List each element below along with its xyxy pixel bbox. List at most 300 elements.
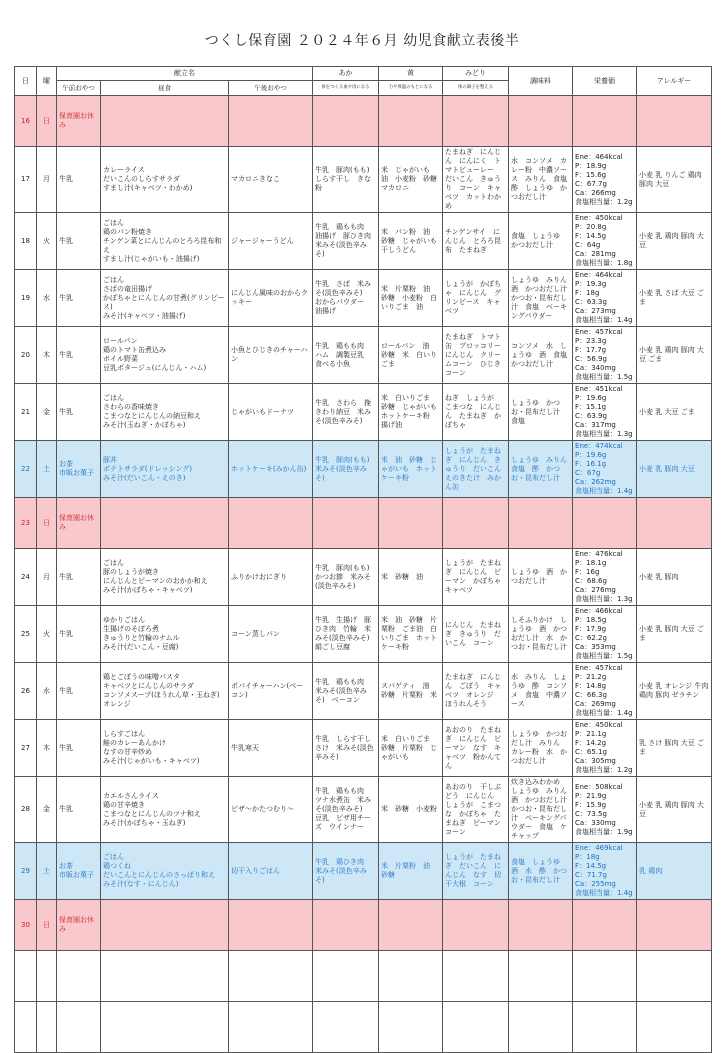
red-group-cell-text: 牛乳 鶏ひき肉 米みそ(淡色辛みそ) xyxy=(315,857,372,884)
yellow-group-cell-text: 米 油 砂糖 じゃがいも ホットケーキ粉 xyxy=(381,455,438,482)
red-group-cell-text: 牛乳 鶏もも肉 米みそ(淡色辛みそ) ベーコン xyxy=(315,677,372,704)
red-group-cell xyxy=(313,384,379,441)
yellow-group-cell xyxy=(379,843,443,900)
header-yellow-sub: 力や体温のもとになる xyxy=(379,81,443,96)
nutrition-cell-text: Ca：281mg xyxy=(575,250,616,258)
day-cell-text: 24 xyxy=(21,572,30,581)
nutrition-cell-text: F：14.8g xyxy=(575,682,607,690)
nutrition-cell xyxy=(573,441,637,498)
allergy-cell xyxy=(637,663,712,720)
empty-cell xyxy=(637,1002,712,1053)
day-cell xyxy=(15,720,37,777)
day-cell xyxy=(15,843,37,900)
dow-cell xyxy=(37,777,57,843)
red-group-cell-text: 牛乳 豚肉(もも) しらす干し きな粉 xyxy=(315,166,377,192)
lunch-cell-text: みそ汁(なす・にんじん) xyxy=(103,880,179,888)
empty-cell xyxy=(101,1002,229,1053)
lunch-cell-text: ごはん xyxy=(103,853,124,861)
nutrition-cell xyxy=(573,498,637,549)
day-cell-text: 20 xyxy=(21,350,30,359)
nutrition-cell xyxy=(573,96,637,147)
red-group-cell-text: 牛乳 しらす干し さけ 米みそ(淡色辛みそ) xyxy=(315,734,379,761)
lunch-cell-text: キャベツとにんじんのサラダ xyxy=(103,682,194,690)
nutrition-cell-text: Ca：330mg xyxy=(575,818,616,827)
nutrition-cell-text: P：19.6g xyxy=(575,451,607,459)
afternoon-snack-cell xyxy=(229,327,313,384)
lunch-cell-text: ゆかりごはん xyxy=(103,616,145,624)
morning-snack-cell xyxy=(57,327,101,384)
green-group-cell xyxy=(443,606,509,663)
lunch-cell-text: ポテトサラダ(ドレッシング) xyxy=(103,464,193,473)
nutrition-cell-text: Ca：353mg xyxy=(575,643,616,651)
lunch-cell-text: しらすごはん xyxy=(103,730,145,738)
nutrition-cell-text: P：18g xyxy=(575,853,600,861)
lunch-cell-text: ボイル野菜 xyxy=(103,355,138,363)
dow-cell-text: 金 xyxy=(43,407,50,416)
lunch-cell-text: さわらの香味焼き xyxy=(103,403,159,411)
nutrition-cell-text: F：15.9g xyxy=(575,800,607,809)
afternoon-snack-cell-text: 小魚とひじきのチャーハン xyxy=(231,346,308,363)
allergy-cell xyxy=(637,777,712,843)
lunch-cell-text: みそ汁(じゃがいも・キャベツ) xyxy=(103,757,200,765)
green-group-cell-text: しょうが たまねぎ だいこん にんじん なす 切干大根 コーン xyxy=(445,853,502,888)
nutrition-cell-text: F：17.7g xyxy=(575,346,607,354)
green-group-cell xyxy=(443,843,509,900)
lunch-cell-text: 豆乳ポタージュ(にんじん・ハム) xyxy=(103,364,207,372)
lunch-cell xyxy=(101,384,229,441)
green-group-cell xyxy=(443,663,509,720)
table-row xyxy=(15,270,712,327)
header-dow: 曜 xyxy=(37,67,57,96)
morning-snack-cell xyxy=(57,720,101,777)
lunch-cell-text: ごはん xyxy=(103,394,124,402)
dow-cell-text: 金 xyxy=(43,805,50,813)
morning-snack-cell xyxy=(57,498,101,549)
red-group-cell xyxy=(313,147,379,213)
day-cell-text: 21 xyxy=(21,407,30,416)
lunch-cell-text: ごはん xyxy=(103,275,124,284)
lunch-cell xyxy=(101,663,229,720)
day-cell xyxy=(15,498,37,549)
yellow-group-cell-text: 米 パン粉 油 砂糖 じゃがいも 干しうどん xyxy=(381,227,445,254)
dow-cell xyxy=(37,843,57,900)
header-red-sub: 体をつくる血や肉になる xyxy=(313,81,379,96)
nutrition-cell-text: C：67g xyxy=(575,469,601,477)
lunch-cell-text: カエルさんライス xyxy=(103,791,159,800)
allergy-cell xyxy=(637,606,712,663)
nutrition-cell-text: 食塩相当量：1.4g xyxy=(575,709,633,717)
morning-snack-cell-text: 牛乳 xyxy=(59,686,73,695)
day-cell xyxy=(15,900,37,951)
afternoon-snack-cell-text: ホットケーキ(みかん缶) xyxy=(231,464,307,473)
dow-cell-text: 火 xyxy=(43,629,50,638)
dow-cell xyxy=(37,663,57,720)
morning-snack-cell-text: 牛乳 xyxy=(59,572,73,581)
red-group-cell-text: 牛乳 豚肉(もも) 米みそ(淡色辛みそ) xyxy=(315,455,377,482)
afternoon-snack-cell xyxy=(229,384,313,441)
green-group-cell xyxy=(443,549,509,606)
red-group-cell-text: 牛乳 さわら 挽きわり納豆 米みそ(淡色辛みそ) xyxy=(315,398,372,425)
green-group-cell-text: たまねぎ トマト缶 ブロッコリー にんじん クリームコーン ひじき コーン xyxy=(445,332,508,377)
day-cell xyxy=(15,270,37,327)
seasoning-cell xyxy=(509,720,573,777)
red-group-cell-text: 牛乳 鶏もも肉 ハム 調製豆乳 食べる小魚 xyxy=(315,341,372,368)
red-group-cell xyxy=(313,549,379,606)
allergy-cell xyxy=(637,720,712,777)
allergy-cell xyxy=(637,441,712,498)
morning-snack-cell-text: 保育園お休み xyxy=(59,916,94,933)
allergy-cell xyxy=(637,843,712,900)
header-seasoning: 調味料 xyxy=(509,67,573,96)
yellow-group-cell xyxy=(379,720,443,777)
header-morning: 午前おやつ xyxy=(57,81,101,96)
nutrition-cell-text: Ene：450kcal xyxy=(575,214,623,222)
allergy-cell xyxy=(637,147,712,213)
dow-cell-text: 日 xyxy=(43,920,50,929)
empty-cell xyxy=(229,1002,313,1053)
morning-snack-cell xyxy=(57,213,101,270)
yellow-group-cell xyxy=(379,96,443,147)
red-group-cell xyxy=(313,441,379,498)
header-green: みどり xyxy=(443,67,509,81)
day-cell-text: 19 xyxy=(21,293,30,302)
allergy-cell-text: 小麦 乳 豚肉 大豆 ごま xyxy=(639,625,704,642)
header-menu: 献立名 xyxy=(57,67,313,81)
seasoning-cell-text: しそふりかけ しょうゆ 酒 かつおだし汁 水 かつお・昆布だし汁 xyxy=(511,616,568,651)
lunch-cell xyxy=(101,843,229,900)
yellow-group-cell-text: 米 じゃがいも 油 小麦粉 砂糖 マカロニ xyxy=(381,166,445,192)
dow-cell xyxy=(37,441,57,498)
seasoning-cell xyxy=(509,147,573,213)
lunch-cell xyxy=(101,270,229,327)
nutrition-cell-text: Ene：476kcal xyxy=(575,550,623,558)
empty-row xyxy=(15,1002,712,1053)
header-allergy: アレルギー xyxy=(637,67,712,96)
dow-cell-text: 火 xyxy=(43,236,50,245)
nutrition-cell-text: Ca：255mg xyxy=(575,880,616,888)
lunch-cell-text: オレンジ xyxy=(103,700,131,708)
dow-cell-text: 水 xyxy=(43,293,50,302)
afternoon-snack-cell-text: ピザ～かたつむり～ xyxy=(231,805,294,813)
lunch-cell-text: 鮭のカレーあんかけ xyxy=(103,739,166,747)
green-group-cell xyxy=(443,441,509,498)
dow-cell xyxy=(37,327,57,384)
seasoning-cell xyxy=(509,606,573,663)
dow-cell-text: 水 xyxy=(43,686,50,695)
red-group-cell xyxy=(313,777,379,843)
dow-cell xyxy=(37,96,57,147)
nutrition-cell xyxy=(573,843,637,900)
green-group-cell-text: あおのり たまねぎ にんじん ピーマン なす キャベツ 粉かんてん xyxy=(445,725,502,770)
morning-snack-cell xyxy=(57,549,101,606)
day-cell-text: 17 xyxy=(21,175,30,183)
empty-cell xyxy=(443,1002,509,1053)
red-group-cell-text: 牛乳 生揚げ 豚ひき肉 竹輪 米みそ(淡色辛みそ) 絹ごし豆腐 xyxy=(315,616,377,651)
nutrition-cell-text: 食塩相当量：1.4g xyxy=(575,316,633,324)
nutrition-cell-text: F：14.2g xyxy=(575,739,607,747)
table-row xyxy=(15,663,712,720)
header-afternoon: 午後おやつ xyxy=(229,81,313,96)
day-cell-text: 30 xyxy=(21,920,30,929)
nutrition-cell-text: C：65.1g xyxy=(575,748,607,756)
yellow-group-cell-text: 米 砂糖 油 xyxy=(381,572,424,581)
nutrition-cell-text: P：19.3g xyxy=(575,280,607,288)
afternoon-snack-cell-text: ふりかけおにぎり xyxy=(231,572,287,581)
seasoning-cell xyxy=(509,777,573,843)
lunch-cell-text: だいこんのしらすサラダ xyxy=(103,175,180,183)
yellow-group-cell-text: 米 片栗粉 油 砂糖 xyxy=(381,862,438,879)
empty-cell xyxy=(573,1002,637,1053)
morning-snack-cell-text: 牛乳 xyxy=(59,407,73,416)
seasoning-cell xyxy=(509,441,573,498)
nutrition-cell xyxy=(573,900,637,951)
seasoning-cell-text: しょうゆ 酒 かつおだし汁 xyxy=(511,568,568,585)
lunch-cell xyxy=(101,96,229,147)
morning-snack-cell-text: 保育園お休み xyxy=(59,514,94,531)
nutrition-cell-text: F：14.5g xyxy=(575,862,607,870)
lunch-cell-text: みそ汁(だいこん・えのき) xyxy=(103,473,186,482)
lunch-cell-text: コンソメスープ(ほうれん草・玉ねぎ) xyxy=(103,691,220,699)
table-row xyxy=(15,441,712,498)
seasoning-cell-text: 水 コンソメ カレー粉 中濃ソース みりん 食塩 酢 しょうゆ かつおだし汁 xyxy=(511,157,575,201)
empty-cell xyxy=(101,951,229,1002)
day-cell-text: 28 xyxy=(21,805,30,813)
nutrition-cell-text: Ca：262mg xyxy=(575,478,616,486)
dow-cell xyxy=(37,900,57,951)
header-lunch: 昼食 xyxy=(101,81,229,96)
nutrition-cell-text: C：63.9g xyxy=(575,412,607,420)
table-row xyxy=(15,213,712,270)
morning-snack-cell xyxy=(57,147,101,213)
afternoon-snack-cell xyxy=(229,900,313,951)
day-cell-text: 25 xyxy=(21,629,30,638)
nutrition-cell-text: P：21.9g xyxy=(575,791,607,800)
green-group-cell-text: あおのり 干しぶどう にんじん しょうが こまつな かぼちゃ たまねぎ ピーマン コーン xyxy=(445,782,508,836)
afternoon-snack-cell-text: マカロニきなこ xyxy=(231,175,280,183)
table-row xyxy=(15,384,712,441)
green-group-cell-text: チンゲンサイ にんじん とろろ昆布 たまねぎ xyxy=(445,227,502,254)
morning-snack-cell-text: 牛乳 xyxy=(59,293,73,302)
green-group-cell-text: たまねぎ にんじん ごぼう キャベツ オレンジ ほうれんそう xyxy=(445,673,502,708)
afternoon-snack-cell xyxy=(229,606,313,663)
empty-cell xyxy=(379,951,443,1002)
nutrition-cell-text: F：16.1g xyxy=(575,460,607,468)
nutrition-cell-text: 食塩相当量：1.4g xyxy=(575,487,633,495)
empty-cell xyxy=(637,951,712,1002)
table-row xyxy=(15,498,712,549)
nutrition-cell-text: Ca：266mg xyxy=(575,188,616,197)
nutrition-cell-text: C：63.3g xyxy=(575,298,607,306)
table-row xyxy=(15,606,712,663)
seasoning-cell-text: しょうゆ みりん 食塩 酢 かつお・昆布だし汁 xyxy=(511,455,575,482)
afternoon-snack-cell-text: 切干入りごはん xyxy=(231,866,280,875)
header-yellow: 黄 xyxy=(379,67,443,81)
nutrition-cell-text: P：21.1g xyxy=(575,730,607,738)
nutrition-cell-text: C：66.3g xyxy=(575,691,607,699)
empty-cell xyxy=(57,951,101,1002)
table-row xyxy=(15,96,712,147)
nutrition-cell-text: 食塩相当量：1.3g xyxy=(575,430,633,438)
lunch-cell-text: 鶏とごぼうの味噌パスタ xyxy=(103,673,180,681)
nutrition-cell-text: C：71.7g xyxy=(575,871,607,879)
nutrition-cell-text: Ene：466kcal xyxy=(575,607,623,615)
allergy-cell-text: 小麦 乳 りんご 鶏肉 豚肉 大豆 xyxy=(639,170,702,188)
nutrition-cell-text: F：18g xyxy=(575,289,600,297)
empty-row xyxy=(15,951,712,1002)
lunch-cell-text: 生揚げのそぼろ煮 xyxy=(103,625,159,633)
allergy-cell-text: 小麦 乳 さば 大豆 ごま xyxy=(639,289,704,306)
afternoon-snack-cell xyxy=(229,270,313,327)
empty-cell xyxy=(37,951,57,1002)
afternoon-snack-cell-text: ジャージャーうどん xyxy=(231,236,294,245)
dow-cell xyxy=(37,147,57,213)
lunch-cell-text: みそ汁(かぼちゃ・玉ねぎ) xyxy=(103,818,186,827)
yellow-group-cell xyxy=(379,549,443,606)
day-cell-text: 16 xyxy=(21,116,30,125)
morning-snack-cell-text: お茶 xyxy=(59,862,73,870)
seasoning-cell-text: しょうゆ かつお・昆布だし汁 食塩 xyxy=(511,398,568,425)
yellow-group-cell-text: スパゲティ 油 砂糖 片栗粉 米 xyxy=(381,682,438,699)
morning-snack-cell xyxy=(57,900,101,951)
afternoon-snack-cell xyxy=(229,777,313,843)
table-row xyxy=(15,327,712,384)
yellow-group-cell-text: 米 白いりごま 砂糖 片栗粉 じゃがいも xyxy=(381,734,438,761)
afternoon-snack-cell xyxy=(229,441,313,498)
nutrition-cell-text: Ene：464kcal xyxy=(575,271,623,279)
lunch-cell xyxy=(101,498,229,549)
yellow-group-cell xyxy=(379,663,443,720)
nutrition-cell-text: C：64g xyxy=(575,241,601,249)
red-group-cell xyxy=(313,96,379,147)
nutrition-cell-text: P：20.8g xyxy=(575,223,607,231)
morning-snack-cell xyxy=(57,441,101,498)
morning-snack-cell-text: 牛乳 xyxy=(59,629,73,638)
day-cell-text: 23 xyxy=(21,518,30,527)
yellow-group-cell-text: ロールパン 油 砂糖 米 白いりごま xyxy=(381,341,438,368)
lunch-cell-text: ごはん xyxy=(103,218,124,227)
nutrition-cell-text: Ene：469kcal xyxy=(575,844,623,852)
green-group-cell-text: たまねぎ にんじん にんにく トマトピューレー だいこん きゅうり コーン キャベツ カットわかめ xyxy=(445,148,502,210)
afternoon-snack-cell xyxy=(229,213,313,270)
green-group-cell xyxy=(443,498,509,549)
lunch-cell-text: みそ汁(だいこん・豆腐) xyxy=(103,643,179,651)
day-cell xyxy=(15,777,37,843)
allergy-cell-text: 小麦 乳 豚肉 大豆 xyxy=(639,464,695,473)
afternoon-snack-cell xyxy=(229,498,313,549)
allergy-cell xyxy=(637,213,712,270)
green-group-cell-text: ねぎ しょうが こまつな にんじん たまねぎ かぼちゃ xyxy=(445,394,502,429)
yellow-group-cell xyxy=(379,606,443,663)
dow-cell-text: 月 xyxy=(43,175,50,183)
morning-snack-cell-text: 市販お菓子 xyxy=(59,469,94,477)
yellow-group-cell-text: 米 白いりごま 砂糖 じゃがいも ホットケーキ粉 揚げ油 xyxy=(381,394,445,429)
afternoon-snack-cell xyxy=(229,720,313,777)
day-cell-text: 27 xyxy=(21,743,30,752)
lunch-cell-text: みそ汁(キャベツ・油揚げ) xyxy=(103,311,186,320)
lunch-cell xyxy=(101,213,229,270)
seasoning-cell xyxy=(509,384,573,441)
green-group-cell xyxy=(443,777,509,843)
lunch-cell-text: きゅうりと竹輪のナムル xyxy=(103,634,180,642)
lunch-cell-text: ごはん xyxy=(103,559,124,567)
table-row xyxy=(15,720,712,777)
green-group-cell-text: しょうが たまねぎ にんじん ピーマン かぼちゃ キャベツ xyxy=(445,559,509,594)
lunch-cell xyxy=(101,606,229,663)
allergy-cell xyxy=(637,549,712,606)
table-row xyxy=(15,777,712,843)
nutrition-cell-text: C：62.2g xyxy=(575,634,607,642)
lunch-cell xyxy=(101,147,229,213)
nutrition-cell-text: P：19.6g xyxy=(575,394,607,402)
seasoning-cell-text: 食塩 しょうゆ 酒 水 酢 かつお・昆布だし汁 xyxy=(511,857,568,884)
page-title: つくし保育園 ２０２４年６月 幼児食献立表後半 xyxy=(204,33,520,49)
dow-cell-text: 月 xyxy=(43,572,50,581)
red-group-cell xyxy=(313,900,379,951)
nutrition-cell-text: F：16g xyxy=(575,568,600,576)
nutrition-cell-text: F：17.9g xyxy=(575,625,607,633)
empty-cell xyxy=(15,1002,37,1053)
nutrition-cell xyxy=(573,606,637,663)
header-day: 日 xyxy=(15,67,37,96)
empty-cell xyxy=(379,1002,443,1053)
table-row xyxy=(15,549,712,606)
seasoning-cell xyxy=(509,549,573,606)
morning-snack-cell-text: 牛乳 xyxy=(59,175,73,183)
lunch-cell-text: 豚のしょうが焼き xyxy=(103,568,159,576)
day-cell xyxy=(15,96,37,147)
seasoning-cell-text: 水 みりん しょうゆ 酢 コンソメ 食塩 中濃ソース xyxy=(511,673,568,708)
green-group-cell xyxy=(443,147,509,213)
lunch-cell-text: 鶏の甘辛焼き xyxy=(103,800,145,809)
allergy-cell xyxy=(637,270,712,327)
afternoon-snack-cell xyxy=(229,843,313,900)
allergy-cell xyxy=(637,96,712,147)
yellow-group-cell xyxy=(379,777,443,843)
red-group-cell xyxy=(313,606,379,663)
nutrition-cell-text: 食塩相当量：1.5g xyxy=(575,373,633,381)
red-group-cell-text: 牛乳 鶏もも肉 油揚げ 豚ひき肉 米みそ(淡色辛みそ) xyxy=(315,223,379,258)
nutrition-cell-text: P：23.3g xyxy=(575,337,607,345)
yellow-group-cell xyxy=(379,270,443,327)
yellow-group-cell xyxy=(379,498,443,549)
green-group-cell xyxy=(443,900,509,951)
empty-cell xyxy=(509,1002,573,1053)
afternoon-snack-cell xyxy=(229,663,313,720)
nutrition-cell-text: F：15.6g xyxy=(575,170,607,179)
lunch-cell-text: みそ汁(かぼちゃ・キャベツ) xyxy=(103,586,193,594)
seasoning-cell xyxy=(509,96,573,147)
menu-table xyxy=(14,66,712,1053)
seasoning-cell xyxy=(509,327,573,384)
seasoning-cell-text: しょうゆ みりん 酒 かつおだし汁 かつお・昆布だし汁 食塩 ベーキングパウダー xyxy=(511,275,575,320)
nutrition-cell-text: Ene：457kcal xyxy=(575,328,623,336)
yellow-group-cell-text: 米 油 砂糖 片栗粉 ごま油 白いりごま ホットケーキ粉 xyxy=(381,616,438,651)
day-cell xyxy=(15,384,37,441)
afternoon-snack-cell-text: コーン蒸しパン xyxy=(231,629,280,638)
allergy-cell-text: 乳 鶏肉 xyxy=(639,866,663,875)
yellow-group-cell xyxy=(379,327,443,384)
afternoon-snack-cell xyxy=(229,549,313,606)
lunch-cell-text: なすの甘辛炒め xyxy=(103,748,152,756)
lunch-cell-text: だいこんとにんじんのさっぱり和え xyxy=(103,871,215,879)
nutrition-cell-text: Ene：457kcal xyxy=(575,664,623,672)
afternoon-snack-cell-text: 牛乳寒天 xyxy=(231,743,259,752)
green-group-cell xyxy=(443,96,509,147)
afternoon-snack-cell-text: にんじん風味のおからクッキー xyxy=(231,289,308,306)
dow-cell-text: 土 xyxy=(43,866,50,875)
nutrition-cell-text: C：73.5g xyxy=(575,809,607,818)
red-group-cell xyxy=(313,498,379,549)
